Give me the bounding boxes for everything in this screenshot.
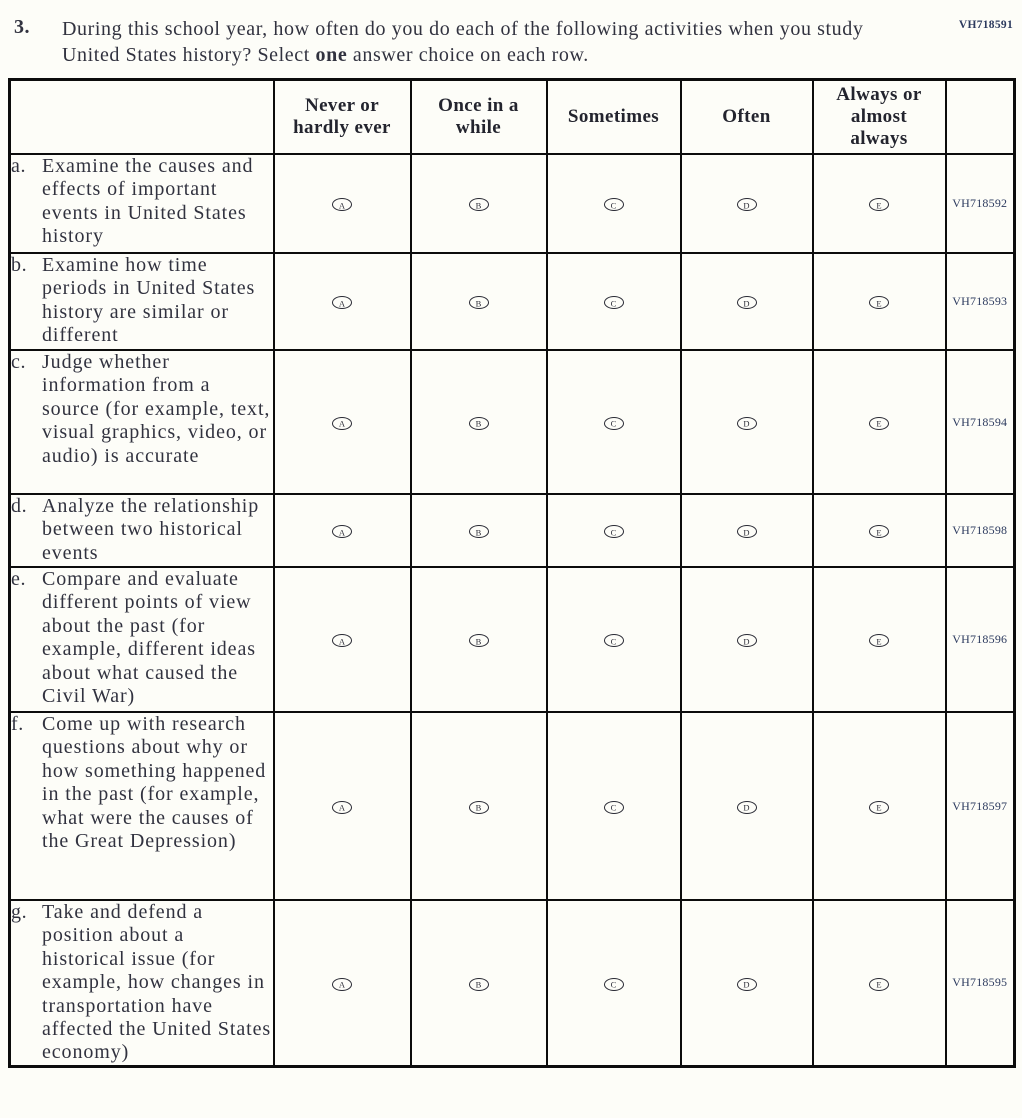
row-letter: e.: [11, 568, 27, 590]
answer-bubble-b[interactable]: [469, 634, 489, 647]
answer-bubble-d[interactable]: [737, 417, 757, 430]
answer-bubble-d[interactable]: [737, 801, 757, 814]
question-number: 3.: [14, 16, 30, 38]
row-e-description: [10, 567, 274, 712]
answer-bubble-c[interactable]: [604, 296, 624, 309]
row-b-description: [10, 253, 274, 350]
row-letter: f.: [11, 713, 24, 735]
bubble-letter: D: [743, 979, 750, 990]
answer-bubble-d[interactable]: [737, 978, 757, 991]
row-f-option-cell-e: [813, 712, 946, 900]
header-row: [10, 80, 1015, 155]
bubble-letter: C: [610, 802, 617, 813]
row-d-option-cell-d: [681, 494, 813, 567]
row-g-option-cell-e: [813, 900, 946, 1066]
bubble-letter: E: [876, 200, 882, 210]
row-f-option-cell-a: [274, 712, 411, 900]
answer-bubble-a[interactable]: [332, 296, 352, 309]
bubble-letter: A: [338, 636, 346, 646]
row-letter: a.: [11, 155, 27, 177]
row-e-option-cell-c: [547, 567, 681, 712]
row-g-description: [10, 900, 274, 1066]
answer-bubble-c[interactable]: [604, 417, 624, 430]
answer-bubble-a[interactable]: [332, 198, 352, 211]
answer-bubble-e[interactable]: [869, 525, 889, 538]
answer-bubble-c[interactable]: [604, 978, 624, 991]
row-g-option-cell-b: [411, 900, 547, 1066]
bubble-letter: E: [876, 298, 882, 308]
answer-bubble-e[interactable]: [869, 634, 889, 647]
question-text-bold: one: [315, 44, 348, 66]
bubble-letter: C: [610, 979, 617, 990]
row-text: Compare and evaluate different points of view about the past (for example, different ideas about what caused the Civil War): [42, 568, 256, 708]
bubble-letter: D: [743, 200, 750, 210]
bubble-letter: C: [610, 298, 617, 308]
row-e-option-cell-e: [813, 567, 946, 712]
row-b-option-cell-d: [681, 253, 813, 350]
row-e-item-code: VH718596: [946, 567, 1015, 712]
bubble-letter: C: [610, 200, 617, 210]
row-c-item-code: VH718594: [946, 350, 1015, 494]
row-f-option-cell-c: [547, 712, 681, 900]
bubble-letter: D: [743, 636, 750, 646]
answer-bubble-d[interactable]: [737, 525, 757, 538]
question-text: [62, 16, 898, 68]
row-d-item-code: VH718598: [946, 494, 1015, 567]
bubble-letter: E: [876, 802, 882, 813]
answer-bubble-a[interactable]: [332, 525, 352, 538]
table-row-c: [10, 350, 1015, 494]
row-c-option-cell-c: [547, 350, 681, 494]
row-text: Come up with research questions about why or how something happened in the past (for example, what were the causes of the Great Depression): [42, 713, 267, 853]
row-c-option-cell-d: [681, 350, 813, 494]
row-a-description: [10, 154, 274, 253]
answer-bubble-e[interactable]: [869, 296, 889, 309]
row-g-option-cell-d: [681, 900, 813, 1066]
row-letter: b.: [11, 254, 28, 276]
row-d-option-cell-c: [547, 494, 681, 567]
row-d-option-cell-e: [813, 494, 946, 567]
row-text: Examine the causes and effects of important events in United States history: [42, 155, 254, 248]
bubble-letter: D: [743, 802, 750, 813]
row-letter: g.: [11, 901, 28, 923]
answer-bubble-a[interactable]: [332, 801, 352, 814]
bubble-letter: B: [475, 802, 482, 813]
row-a-option-cell-b: [411, 154, 547, 253]
answer-bubble-e[interactable]: [869, 198, 889, 211]
row-e-option-cell-d: [681, 567, 813, 712]
bubble-letter: A: [338, 979, 346, 990]
answer-bubble-b[interactable]: [469, 801, 489, 814]
bubble-letter: A: [338, 527, 346, 537]
answer-bubble-d[interactable]: [737, 198, 757, 211]
row-text: Take and defend a position about a historical issue (for example, how changes in transportation have affected the United States economy): [42, 901, 272, 1064]
row-c-description: [10, 350, 274, 494]
row-b-option-cell-e: [813, 253, 946, 350]
row-g-option-cell-a: [274, 900, 411, 1066]
bubble-letter: B: [475, 636, 482, 646]
bubble-letter: B: [475, 200, 482, 210]
bubble-letter: B: [475, 418, 482, 429]
row-d-option-cell-a: [274, 494, 411, 567]
row-a-option-cell-e: [813, 154, 946, 253]
answer-bubble-e[interactable]: [869, 978, 889, 991]
answer-bubble-e[interactable]: [869, 417, 889, 430]
bubble-letter: E: [876, 527, 882, 537]
answer-matrix-table: [8, 78, 1016, 1068]
row-text: Judge whether information from a source (for example, text, visual graphics, video, or audio) is accurate: [42, 351, 271, 467]
row-g-item-code: VH718595: [946, 900, 1015, 1066]
bubble-letter: A: [338, 200, 346, 210]
header-empty-cell: [10, 80, 274, 155]
row-b-option-cell-b: [411, 253, 547, 350]
header-once-label: Once in a while: [438, 95, 519, 138]
bubble-letter: C: [610, 636, 617, 646]
row-a-option-cell-c: [547, 154, 681, 253]
answer-bubble-c[interactable]: [604, 634, 624, 647]
row-c-option-cell-a: [274, 350, 411, 494]
bubble-letter: D: [743, 418, 750, 429]
bubble-letter: A: [338, 418, 346, 429]
row-b-option-cell-c: [547, 253, 681, 350]
header-never: [274, 80, 411, 155]
bubble-letter: B: [475, 298, 482, 308]
row-g-option-cell-c: [547, 900, 681, 1066]
bubble-letter: E: [876, 636, 882, 646]
row-c-option-cell-e: [813, 350, 946, 494]
bubble-letter: E: [876, 418, 882, 429]
row-text: Examine how time periods in United States history are similar or different: [42, 254, 256, 347]
row-f-description: [10, 712, 274, 900]
question-text-end: answer choice on each row.: [347, 44, 589, 66]
answer-bubble-e[interactable]: [869, 801, 889, 814]
answer-bubble-a[interactable]: [332, 634, 352, 647]
row-f-option-cell-b: [411, 712, 547, 900]
row-d-description: [10, 494, 274, 567]
answer-bubble-c[interactable]: [604, 198, 624, 211]
header-often: [681, 80, 813, 155]
header-always: [813, 80, 946, 155]
answer-bubble-a[interactable]: [332, 417, 352, 430]
row-f-item-code: VH718597: [946, 712, 1015, 900]
row-a-item-code: VH718592: [946, 154, 1015, 253]
answer-bubble-b[interactable]: [469, 525, 489, 538]
header-always-label: Always or almost always: [836, 84, 922, 149]
bubble-letter: B: [475, 527, 482, 537]
question-text-start: During this school year, how often do you do each of the following activities when you study United States history? Select: [62, 18, 864, 66]
answer-bubble-c[interactable]: [604, 525, 624, 538]
bubble-letter: A: [338, 298, 346, 308]
table-row-d: [10, 494, 1015, 567]
table-row-g: [10, 900, 1015, 1066]
row-d-option-cell-b: [411, 494, 547, 567]
bubble-letter: C: [610, 418, 617, 429]
row-a-option-cell-d: [681, 154, 813, 253]
row-text: Analyze the relationship between two historical events: [42, 495, 260, 564]
row-a-option-cell-a: [274, 154, 411, 253]
row-e-option-cell-b: [411, 567, 547, 712]
bubble-letter: A: [338, 802, 346, 813]
bubble-letter: D: [743, 527, 750, 537]
answer-bubble-d[interactable]: [737, 634, 757, 647]
row-e-option-cell-a: [274, 567, 411, 712]
header-sometimes: [547, 80, 681, 155]
answer-bubble-b[interactable]: [469, 198, 489, 211]
answer-bubble-c[interactable]: [604, 801, 624, 814]
row-letter: c.: [11, 351, 27, 373]
table-row-a: [10, 154, 1015, 253]
row-b-item-code: VH718593: [946, 253, 1015, 350]
header-sometimes-label: Sometimes: [567, 106, 660, 127]
bubble-letter: B: [475, 979, 482, 990]
answer-bubble-d[interactable]: [737, 296, 757, 309]
header-often-label: Often: [722, 106, 771, 127]
bubble-letter: C: [610, 527, 617, 537]
table-row-e: [10, 567, 1015, 712]
table-row-f: [10, 712, 1015, 900]
row-letter: d.: [11, 495, 28, 517]
page-code: VH718591: [958, 19, 1013, 31]
answer-bubble-b[interactable]: [469, 978, 489, 991]
row-c-option-cell-b: [411, 350, 547, 494]
bubble-letter: E: [876, 979, 882, 990]
answer-bubble-a[interactable]: [332, 978, 352, 991]
bubble-letter: D: [743, 298, 750, 308]
header-never-label: Never or hardly ever: [293, 95, 391, 138]
answer-bubble-b[interactable]: [469, 296, 489, 309]
answer-bubble-b[interactable]: [469, 417, 489, 430]
header-code-cell: [946, 80, 1015, 155]
table-row-b: [10, 253, 1015, 350]
row-f-option-cell-d: [681, 712, 813, 900]
header-once-in-a-while: [411, 80, 547, 155]
row-b-option-cell-a: [274, 253, 411, 350]
question-block: [14, 16, 1022, 68]
